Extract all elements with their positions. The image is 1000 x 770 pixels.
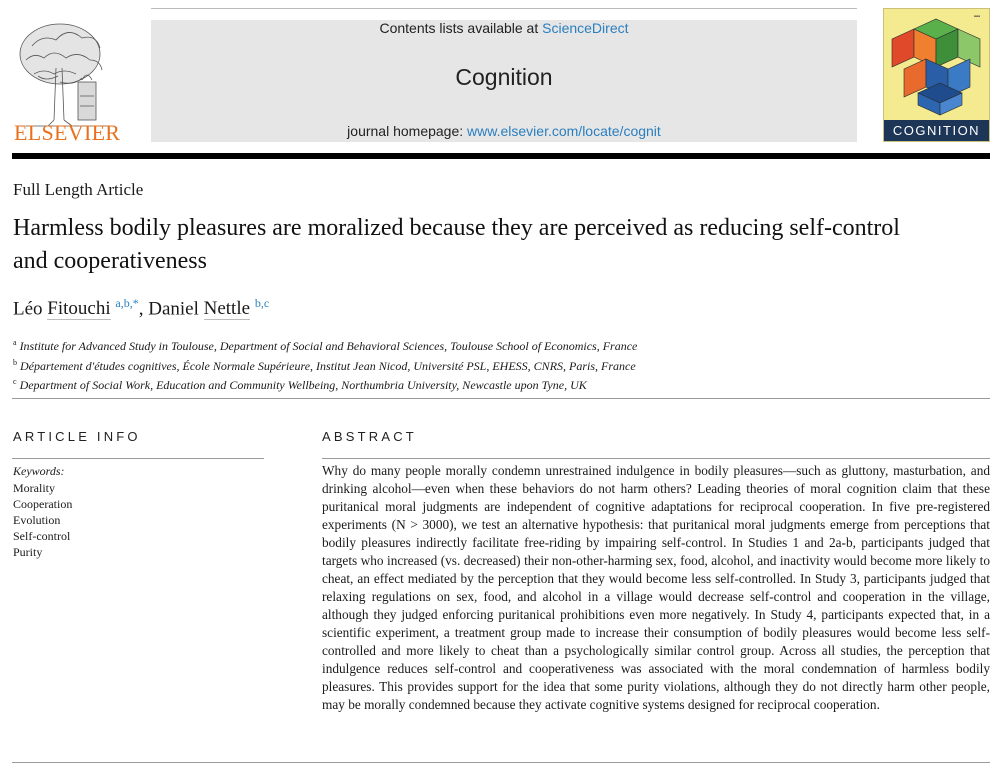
journal-homepage-link[interactable]: www.elsevier.com/locate/cognit — [467, 123, 661, 139]
author-list — [13, 296, 269, 320]
homepage-line — [151, 123, 857, 139]
journal-cover-image — [883, 8, 990, 142]
affiliation-mark: c — [13, 377, 17, 386]
contents-prefix: Contents lists available at — [379, 20, 543, 36]
homepage-prefix: journal homepage: — [347, 123, 468, 139]
publisher-wordmark: ELSEVIER — [14, 120, 121, 145]
affiliation-item — [13, 355, 637, 375]
abstract-text: Why do many people morally condemn unrestrained indulgence in bodily pleasures—such as gluttony, masturbation, and drinking alcohol—even when these behaviors do not harm others? Leading theories of moral cognition claim that these puritanical moral judgments are independent of cognitive adaptations for reciprocal cooperation. In five pre-registered experiments (N > 3000), we test an alternative hypothesis: that puritanical moral judgments emerge from perceptions that bodily pleasures indirectly facilitate free-riding by impairing self-control. In Studies 1 and 2a-b, participants judged that targets who increased (vs. decreased) their non-other-harming sex, food, alcohol, and inactivity would become more likely to cheat, an effect mediated by the perception that they would become less self-controlled. In Study 3, participants judged that relaxing regulations on sex, food, and alcohol in a village would decrease self-control and cooperation in the village, although they judged enforcing puritanical prohibitions even more negatively. In Study 4, participants expected that, in a scientific experiment, a treatment group made to increase their consumption of bodily pleasures would become less self-controlled and more likely to cheat than a psychologically similar control group. Across all studies, the perception that indulgence reduces self-control and cooperativeness was associated with the moral condemnation of harmless bodily pleasures. This provides support for the idea that some purity violations, although they do not directly harm other people, may be morally condemned because they activate cognitive systems designed for reciprocal cooperation. — [322, 463, 990, 712]
affiliation-item — [13, 374, 637, 394]
author-affiliation-marks[interactable]: b,c — [254, 296, 270, 310]
bottom-divider — [12, 762, 990, 763]
keywords-label: Keywords: — [13, 464, 65, 478]
keyword-list — [13, 480, 72, 560]
keyword-item: Purity — [13, 545, 43, 559]
article-info-rule — [12, 458, 264, 459]
abstract-heading: ABSTRACT — [322, 429, 417, 444]
contents-line — [151, 20, 857, 36]
affiliation-mark: a — [13, 338, 17, 347]
author-link-nettle[interactable]: Nettle — [203, 298, 251, 320]
affiliation-text: Department of Social Work, Education and Community Wellbeing, Northumbria University, Newcastle upon Tyne, UK — [19, 378, 587, 392]
affiliation-mark: b — [13, 357, 17, 367]
author-affiliation-marks[interactable]: a,b,* — [115, 296, 139, 310]
article-info-heading: ARTICLE INFO — [13, 429, 141, 444]
abstract-rule — [322, 458, 990, 459]
header-thick-rule — [12, 153, 990, 159]
cover-title: COGNITION — [892, 123, 981, 138]
affiliation-text: Institute for Advanced Study in Toulouse, Department of Social and Behavioral Sciences, Toulouse School of Economics, France — [19, 339, 638, 353]
cover-cubes-illustration — [884, 9, 990, 122]
section-divider — [12, 398, 990, 399]
keyword-item: Cooperation — [13, 497, 73, 511]
affiliation-list — [13, 335, 637, 394]
author-separator: , — [138, 298, 149, 320]
article-type: Full Length Article — [13, 180, 144, 199]
journal-title: Cognition — [455, 64, 553, 90]
affiliation-item — [13, 335, 637, 355]
keyword-item: Self-control — [13, 529, 71, 543]
svg-text:▪▪▪: ▪▪▪ — [973, 14, 980, 18]
author-given-name: Daniel — [148, 298, 204, 320]
header-top-rule — [151, 8, 857, 9]
author-link-fitouchi[interactable]: Fitouchi — [47, 298, 111, 320]
article-title: Harmless bodily pleasures are moralized because they are perceived as reducing self-control and cooperativeness — [13, 215, 900, 274]
affiliation-text: Département d'études cognitives, École Normale Supérieure, Institut Jean Nicod, Université PSL, EHESS, CNRS, Paris, France — [20, 358, 636, 373]
sciencedirect-link[interactable]: ScienceDirect — [542, 20, 629, 36]
author-given-name: Léo — [13, 298, 48, 320]
keyword-item: Evolution — [13, 513, 61, 527]
journal-banner — [151, 20, 857, 142]
keyword-item: Morality — [13, 481, 55, 495]
